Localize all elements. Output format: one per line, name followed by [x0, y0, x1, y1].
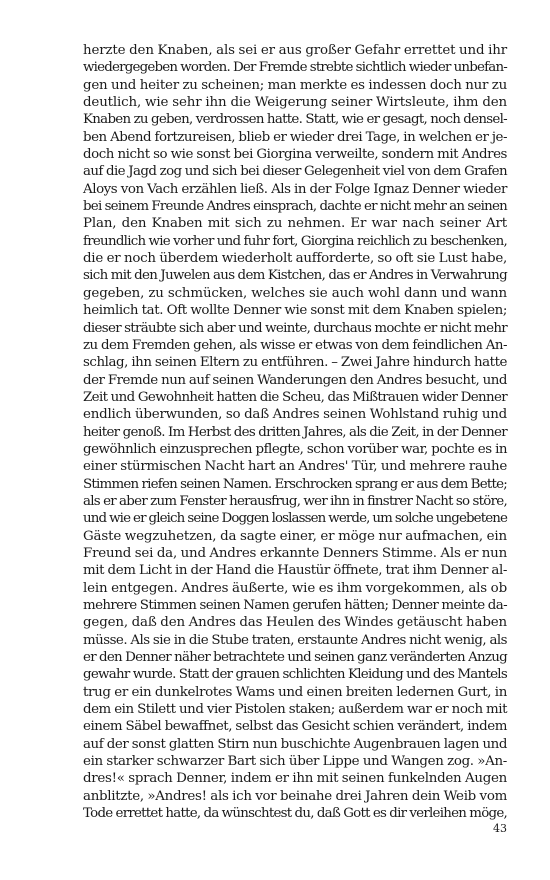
- text-line: ben Abend fortzureisen, blieb er wieder drei Tage, in welchen er je-: [83, 129, 507, 145]
- text-line: müsse. Als sie in die Stube traten, erstaunte Andres nicht wenig, als: [83, 632, 507, 648]
- text-line: die er noch überdem wiederholt aufforderte, so oft sie Lust habe,: [83, 251, 507, 267]
- text-line: Freund sei da, und Andres erkannte Denners Stimme. Als er nun: [83, 545, 507, 561]
- text-line: dem ein Stilett und vier Pistolen staken; außerdem war er noch mit: [83, 702, 507, 718]
- text-line: Aloys von Vach erzählen ließ. Als in der Folge Ignaz Denner wieder: [83, 181, 507, 197]
- text-line: sich mit den Juwelen aus dem Kistchen, das er Andres in Verwahrung: [83, 268, 507, 284]
- text-line: freundlich wie vorher und fuhr fort, Giorgina reichlich zu beschenken,: [83, 233, 507, 249]
- body-text: [83, 42, 507, 822]
- text-line: ein starker schwarzer Bart sich über Lippe und Wangen zog. »An-: [83, 754, 507, 770]
- text-line: gegen, daß den Andres das Heulen des Windes getäuscht haben: [83, 615, 507, 631]
- text-line: Zeit und Gewohnheit hatten die Scheu, das Mißtrauen wider Denner: [83, 389, 507, 405]
- text-line: Tode errettet hatte, da wünschtest du, daß Gott es dir verleihen möge,: [83, 806, 507, 822]
- text-line: gewöhnlich einzusprechen pflegte, schon vorüber war, pochte es in: [83, 441, 507, 457]
- text-line: gen und heiter zu scheinen; man merkte es indessen doch nur zu: [83, 77, 507, 93]
- text-line: er den Denner näher betrachtete und seinen ganz veränderten Anzug: [83, 650, 507, 666]
- text-line: einem Säbel bewaffnet, selbst das Gesicht schien verändert, indem: [83, 719, 507, 735]
- text-line: gewahr wurde. Statt der grauen schlichten Kleidung und des Mantels: [83, 667, 507, 683]
- text-line: heimlich tat. Oft wollte Denner wie sonst mit dem Knaben spielen;: [83, 303, 507, 319]
- text-line: lein entgegen. Andres äußerte, wie es ihm vorgekommen, als ob: [83, 580, 507, 596]
- text-line: der Fremde nun auf seinen Wanderungen den Andres besucht, und: [83, 372, 507, 388]
- text-line: auf der sonst glatten Stirn nun buschichte Augenbrauen lagen und: [83, 736, 507, 752]
- text-line: wiedergegeben worden. Der Fremde strebte sichtlich wieder unbefan-: [83, 60, 507, 76]
- text-line: einer stürmischen Nacht hart an Andres' Tür, und mehrere rauhe: [83, 459, 507, 475]
- text-line: mehrere Stimmen seinen Namen gerufen hätten; Denner meinte da-: [83, 598, 507, 613]
- text-line: Gäste wegzuhetzen, da sagte einer, er möge nur aufmachen, ein: [83, 528, 507, 544]
- text-line: Knaben zu geben, verdrossen hatte. Statt, wie er gesagt, noch densel-: [83, 112, 507, 128]
- text-line: dres!« sprach Denner, indem er ihn mit seinen funkelnden Augen: [83, 771, 507, 787]
- text-line: endlich überwunden, so daß Andres seinen Wohlstand ruhig und: [83, 407, 507, 423]
- text-line: doch nicht so wie sonst bei Giorgina verweilte, sondern mit Andres: [83, 147, 507, 163]
- text-line: anblitzte, »Andres! als ich vor beinahe drei Jahren dein Weib vom: [83, 788, 507, 804]
- text-line: und wie er gleich seine Doggen loslassen werde, um solche ungebetene: [83, 511, 507, 527]
- text-line: Plan, den Knaben mit sich zu nehmen. Er war nach seiner Art: [83, 216, 507, 232]
- text-line: schlag, ihn seinen Eltern zu entführen. – Zwei Jahre hindurch hatte: [83, 355, 507, 371]
- text-line: als er aber zum Fenster herausfrug, wer ihn in finstrer Nacht so störe,: [83, 493, 507, 509]
- text-line: auf die Jagd zog und sich bei dieser Gelegenheit viel von dem Grafen: [83, 164, 507, 180]
- text-line: trug er ein dunkelrotes Wams und einen breiten ledernen Gurt, in: [83, 684, 507, 700]
- text-line: herzte den Knaben, als sei er aus großer Gefahr errettet und ihr: [83, 43, 507, 58]
- text-line: zu dem Fremden gehen, als wisse er etwas von dem feindlichen An-: [83, 337, 507, 353]
- text-line: mit dem Licht in der Hand die Haustür öffnete, trat ihm Denner al-: [83, 563, 507, 579]
- text-line: heiter genoß. Im Herbst des dritten Jahres, als die Zeit, in der Denner: [83, 424, 507, 440]
- text-line: bei seinem Freunde Andres einsprach, dachte er nicht mehr an seinen: [83, 199, 507, 215]
- page-number: 43: [493, 822, 507, 835]
- text-line: gegeben, zu schmücken, welches sie auch wohl dann und wann: [83, 285, 507, 301]
- text-line: deutlich, wie sehr ihn die Weigerung seiner Wirtsleute, ihm den: [83, 95, 507, 111]
- text-line: dieser sträubte sich aber und weinte, durchaus mochte er nicht mehr: [83, 320, 507, 336]
- text-line: Stimmen riefen seinen Namen. Erschrocken sprang er aus dem Bette;: [83, 476, 507, 492]
